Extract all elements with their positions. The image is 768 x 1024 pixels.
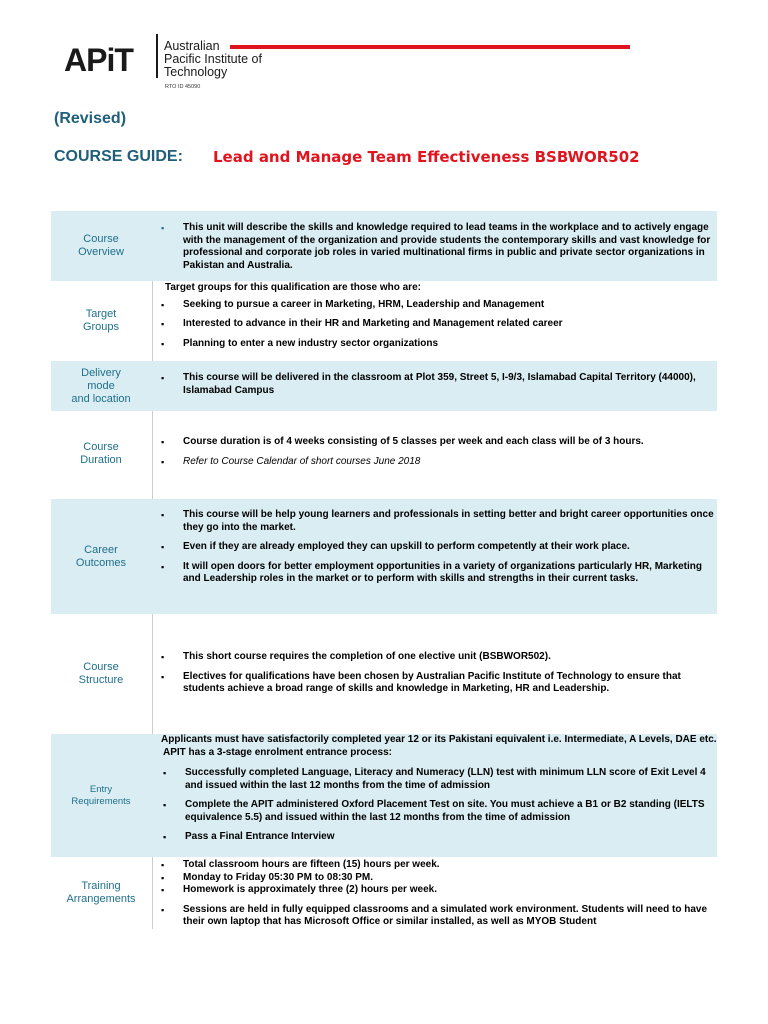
target-groups-content: Target groups for this qualification are those who are: ▪ Seeking to pursue a career in Marketing, HRM, Leadership and Management ▪ Interested to advance in their HR and Marketing and Management related career ▪ Planning to enter a new industry sector organizations bbox=[159, 282, 715, 357]
delivery-content bbox=[159, 372, 715, 404]
list-item: ▪ Course duration is of 4 weeks consisting of 5 classes per week and each class will be of 3 hours. bbox=[161, 436, 644, 447]
rto-id: RTO ID 45090 bbox=[165, 84, 201, 90]
revised-label: (Revised) bbox=[54, 110, 127, 127]
list-item: ▪ This course will be delivered in the classroom at Plot 359, Street 5, I-9/3, Islamabad Capital Territory (44000), Islamabad Campus bbox=[161, 372, 696, 396]
list-item: ▪ Planning to enter a new industry sector organizations bbox=[161, 337, 439, 349]
label-course-duration: Course Duration bbox=[80, 440, 122, 466]
institute-name: Australian Pacific Institute of Technology bbox=[164, 39, 262, 79]
list-item: ▪ Homework is approximately three (2) hours per week. bbox=[161, 884, 437, 895]
list-item: ▪ Refer to Course Calendar of short courses June 2018 bbox=[161, 455, 421, 467]
list-item: ▪ Total classroom hours are fifteen (15) hours per week. bbox=[161, 859, 440, 870]
training-content bbox=[159, 859, 715, 936]
row-delivery-mode bbox=[51, 361, 717, 411]
list-item: ▪ This unit will describe the skills and knowledge required to lead teams in the workplace and to actively engage with the management of the organization and provide students the contemporary skills and vast knowledge for professional and corporate job roles in varied multinational firms in public and private sector organizations in Pakistan and Australia. bbox=[161, 222, 711, 271]
list-item: ▪ Pass a Final Entrance Interview bbox=[163, 831, 335, 842]
row-course-structure bbox=[51, 614, 717, 734]
entry-content: Applicants must have satisfactorily completed year 12 or its Pakistani equivalent i.e. Intermediate, A Levels, DAE etc. APIT has a 3-stage enrolment entrance process: ▪ Successfully completed Language, Literacy and Numeracy (LLN) test with minimum LLN score of Exit Level 4 and issued within the last 12 months from the time of admission ▪ Complete the APIT administered Oxford Placement Test on site. You must achieve a B1 or B2 standing (IELTS equivalence 5.5) and issued within the last 12 months from the time of admission ▪ Pass a Final Entrance Interview bbox=[161, 734, 717, 842]
row-training-arrangements bbox=[51, 857, 717, 929]
duration-content bbox=[159, 436, 715, 475]
row-course-duration bbox=[51, 411, 717, 496]
list-item: ▪ Even if they are already employed they can upskill to perform competently at their work place. bbox=[161, 541, 630, 552]
logo-divider bbox=[156, 34, 158, 78]
list-item: ▪ It will open doors for better employment opportunities in a variety of organizations particularly HR, Marketing and Leadership roles in the market or to perform with skills and strengths in their current tasks. bbox=[161, 560, 702, 584]
row-target-groups bbox=[51, 281, 717, 361]
label-course-structure: Course Structure bbox=[78, 661, 124, 686]
header-red-bar bbox=[230, 45, 630, 49]
course-overview-content bbox=[159, 222, 715, 279]
course-title: Lead and Manage Team Effectiveness BSBWOR502 bbox=[213, 148, 640, 166]
list-item: ▪ Complete the APIT administered Oxford Placement Test on site. You must achieve a B1 or B2 standing (IELTS equivalence 5.5) and issued within the last 12 months from the time of admission bbox=[163, 799, 705, 823]
label-training-arrangements: Training Arrangements bbox=[66, 880, 136, 905]
list-item: ▪ This short course requires the completion of one elective unit (BSBWOR502). bbox=[161, 651, 551, 662]
career-content bbox=[159, 509, 715, 593]
label-delivery-mode: Delivery mode and location bbox=[71, 366, 131, 405]
apit-logo: APiT bbox=[64, 42, 133, 78]
list-item: ▪ Successfully completed Language, Literacy and Numeracy (LLN) test with minimum LLN score of Exit Level 4 and issued within the last 12 months from the time of admission bbox=[163, 767, 706, 791]
label-entry-requirements: Entry Requirements bbox=[71, 783, 131, 807]
list-item: ▪ Seeking to pursue a career in Marketing, HRM, Leadership and Management bbox=[161, 298, 545, 310]
list-item: ▪ Electives for qualifications have been chosen by Australian Pacific Institute of Technology to ensure that students achieve a broad range of skills and knowledge in Marketing, HR and Leadership. bbox=[161, 670, 681, 694]
list-item: ▪ Monday to Friday 05:30 PM to 08:30 PM. bbox=[161, 871, 374, 883]
list-item: ▪ Sessions are held in fully equipped classrooms and a simulated work environment. Students will need to have their own laptop that has Microsoft Office or similar installed, as well as MYOB Student bbox=[161, 903, 708, 927]
row-entry-requirements bbox=[51, 734, 717, 857]
list-item: ▪ Interested to advance in their HR and Marketing and Management related career bbox=[161, 318, 563, 329]
list-item: ▪ This course will be help young learners and professionals in setting better and bright career opportunities once they go into the market. bbox=[161, 509, 714, 533]
label-career-outcomes: Career Outcomes bbox=[75, 543, 127, 569]
course-guide-label: COURSE GUIDE: bbox=[54, 148, 183, 165]
row-course-overview bbox=[51, 211, 717, 281]
structure-content bbox=[159, 651, 715, 703]
row-career-outcomes bbox=[51, 499, 717, 614]
label-course-overview: Course Overview bbox=[78, 233, 124, 258]
label-target-groups: Target Groups bbox=[82, 308, 120, 333]
